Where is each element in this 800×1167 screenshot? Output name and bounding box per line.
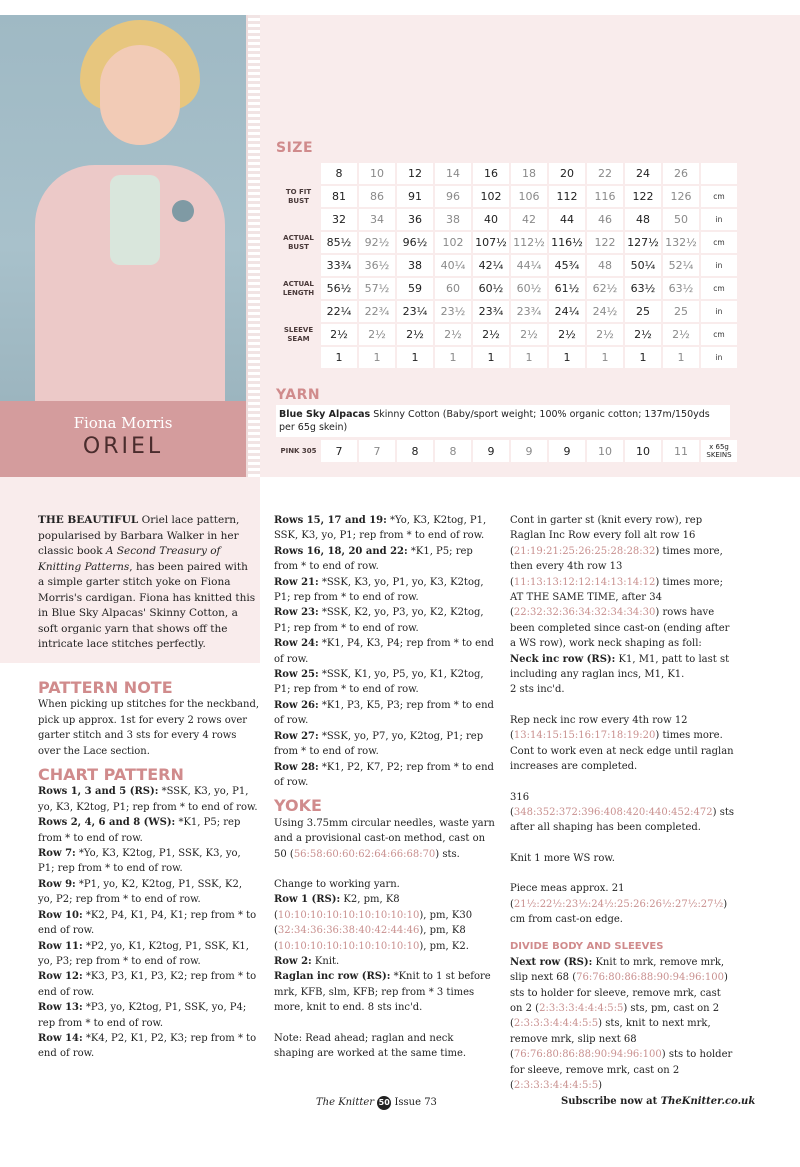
stitch-total: 316 (348:352:372:396:408:420:440:452:472) sts after all shaping has been completed. <box>510 791 735 834</box>
size-cell: 26 <box>663 163 699 184</box>
issue-number: Issue 73 <box>394 1097 437 1108</box>
size-row-label <box>278 255 319 276</box>
size-unit <box>701 163 737 184</box>
size-cell: 63½ <box>625 278 661 299</box>
size-cell: 102 <box>435 232 471 253</box>
size-cell: 1 <box>435 347 471 368</box>
size-cell: 2½ <box>587 324 623 345</box>
size-cell: 24¼ <box>549 301 585 322</box>
size-cell: 1 <box>511 347 547 368</box>
yarn-quantity: 9 <box>511 440 547 462</box>
yoke-row-2: Row 2: Knit. <box>274 955 340 967</box>
chart-pattern-heading: CHART PATTERN <box>38 765 184 785</box>
size-cell: 116 <box>587 186 623 207</box>
chart-row: Row 12: *K3, P3, K1, P3, K2; rep from * to end of row. <box>38 971 257 998</box>
size-cell: 92½ <box>359 232 395 253</box>
size-unit: cm <box>701 232 737 253</box>
size-row-label: TO FIT BUST <box>285 187 312 205</box>
chart-row: Row 23: *SSK, K2, yo, P3, yo, K2, K2tog, P1; rep from * to end of row. <box>274 607 484 634</box>
size-cell: 2½ <box>663 324 699 345</box>
chart-row: Row 7: *Yo, K3, K2tog, P1, SSK, K3, yo, P1; rep from * to end of row. <box>38 848 241 875</box>
size-cell: 102 <box>473 186 509 207</box>
size-cell: 86 <box>359 186 395 207</box>
size-cell: 60½ <box>511 278 547 299</box>
designer-name: Fiona Morris <box>73 414 173 432</box>
size-cell: 59 <box>397 278 433 299</box>
size-row <box>278 301 737 322</box>
size-cell: 38 <box>435 209 471 230</box>
yarn-brand: Blue Sky Alpacas <box>279 409 371 420</box>
size-cell: 116½ <box>549 232 585 253</box>
chart-rows-2 <box>274 513 496 790</box>
size-row <box>278 255 737 276</box>
size-cell: 81 <box>321 186 357 207</box>
chart-row: Row 11: *P2, yo, K1, K2tog, P1, SSK, K1, yo, P3; rep from * to end of row. <box>38 940 249 967</box>
yarn-quantity: 8 <box>435 440 471 462</box>
size-cell: 34 <box>359 209 395 230</box>
stitch-border <box>246 15 260 477</box>
size-cell: 8 <box>321 163 357 184</box>
size-cell: 40 <box>473 209 509 230</box>
size-cell: 56½ <box>321 278 357 299</box>
size-cell: 14 <box>435 163 471 184</box>
size-heading: SIZE <box>276 140 314 156</box>
yarn-quantity: 7 <box>321 440 357 462</box>
footer-issue <box>316 1096 437 1110</box>
title-box <box>0 401 246 477</box>
size-cell: 48 <box>587 255 623 276</box>
size-cell: 23¾ <box>473 301 509 322</box>
size-cell: 112½ <box>511 232 547 253</box>
size-unit: in <box>701 209 737 230</box>
size-cell: 48 <box>625 209 661 230</box>
size-unit: cm <box>701 278 737 299</box>
pattern-note-text: When picking up stitches for the neckband, pick up approx. 1st for every 2 rows over garter stitch and 3 sts for every 4 rows over the Lace section. <box>38 699 260 757</box>
size-unit: in <box>701 255 737 276</box>
raglan-complete: Cont to work even at neck edge until raglan increases are completed. <box>510 745 734 773</box>
chart-row: Rows 2, 4, 6 and 8 (WS): *K1, P5; rep from * to end of row. <box>38 817 241 844</box>
yarn-quantity: 10 <box>625 440 661 462</box>
size-cell: 60½ <box>473 278 509 299</box>
chart-row: Row 27: *SSK, yo, P7, yo, K2tog, P1; rep from * to end of row. <box>274 730 484 758</box>
size-cell: 61½ <box>549 278 585 299</box>
size-cell: 2½ <box>435 324 471 345</box>
page-number: 50 <box>377 1096 391 1110</box>
size-cell: 1 <box>359 347 395 368</box>
intro-text: , has been paired with a simple garter stitch yoke on Fiona Morris's cardigan. Fiona has knitted this in Blue Sky Alpacas' Skinny Cotton, a soft organic yarn that shows off the intricate lace stitches perfectly. <box>38 560 256 650</box>
size-cell: 44¼ <box>511 255 547 276</box>
size-row <box>278 278 737 299</box>
size-row <box>278 347 737 368</box>
size-cell: 122 <box>625 186 661 207</box>
neck-inc-row: Neck inc row (RS): K1, M1, patt to last st including any raglan incs, M1, K1. <box>510 653 730 681</box>
size-cell: 57½ <box>359 278 395 299</box>
size-row <box>278 232 737 253</box>
intro-paragraph <box>38 513 256 653</box>
size-unit: cm <box>701 186 737 207</box>
size-cell: 2½ <box>511 324 547 345</box>
magazine-name: The Knitter <box>316 1097 375 1108</box>
size-row-label <box>278 209 319 230</box>
chart-row: Row 14: *K4, P2, K1, P2, K3; rep from * to end of row. <box>38 1032 257 1060</box>
chart-rows-1 <box>38 784 260 1061</box>
size-cell: 42¼ <box>473 255 509 276</box>
yarn-quantity: 7 <box>359 440 395 462</box>
piece-measure: Piece meas approx. 21 (21½:22½:23½:24½:25:26:26½:27½:27½) cm from cast-on edge. <box>510 883 728 925</box>
yarn-text: Skinny Cotton (Baby/sport weight; 100% organic cotton; 137m/150yds per 65g skein) <box>279 409 710 433</box>
size-cell: 107½ <box>473 232 509 253</box>
size-cell: 18 <box>511 163 547 184</box>
yarn-table <box>276 438 739 464</box>
size-cell: 1 <box>625 347 661 368</box>
chart-row: Rows 15, 17 and 19: *Yo, K3, K2tog, P1, SSK, K3, yo, P1; rep from * to end of row. <box>274 515 487 542</box>
yarn-quantity: 11 <box>663 440 699 462</box>
size-row-label: SLEEVE SEAM <box>283 325 314 343</box>
size-cell: 62½ <box>587 278 623 299</box>
size-cell: 50¼ <box>625 255 661 276</box>
size-cell: 2½ <box>359 324 395 345</box>
yoke-note: Note: Read ahead; raglan and neck shaping are worked at the same time. <box>274 1032 467 1059</box>
size-cell: 24½ <box>587 301 623 322</box>
chart-row: Rows 16, 18, 20 and 22: *K1, P5; rep from * to end of row. <box>274 545 473 573</box>
size-row <box>278 324 737 345</box>
size-cell: 42 <box>511 209 547 230</box>
footer-subscribe <box>561 1096 755 1107</box>
chart-row: Rows 1, 3 and 5 (RS): *SSK, K3, yo, P1, yo, K3, K2tog, P1; rep from * to end of row. <box>38 786 258 813</box>
chart-row: Row 21: *SSK, K3, yo, P1, yo, K3, K2tog, P1; rep from * to end of row. <box>274 576 484 604</box>
yoke-cast-on: Using 3.75mm circular needles, waste yarn and a provisional cast-on method, cast on 50 (56:58:60:60:62:64:66:68:70) sts. <box>274 817 495 860</box>
size-row <box>278 186 737 207</box>
size-cell: 46 <box>587 209 623 230</box>
subscribe-link[interactable]: TheKnitter.co.uk <box>660 1096 756 1107</box>
size-cell: 1 <box>549 347 585 368</box>
chart-row: Row 26: *K1, P3, K5, P3; rep from * to end of row. <box>274 699 494 727</box>
size-cell: 112 <box>549 186 585 207</box>
face-shape <box>100 45 180 145</box>
model-photo <box>0 15 246 401</box>
size-cell: 106 <box>511 186 547 207</box>
chart-row: Row 28: *K1, P2, K7, P2; rep from * to end of row. <box>274 761 494 788</box>
design-title: ORIEL <box>82 434 164 459</box>
divide-heading: DIVIDE BODY AND SLEEVES <box>510 941 664 953</box>
size-cell: 38 <box>397 255 433 276</box>
size-cell: 1 <box>321 347 357 368</box>
yarn-heading: YARN <box>276 387 321 403</box>
size-row-label <box>278 347 319 368</box>
neck-repeat: Rep neck inc row every 4th row 12 (13:14:15:15:16:17:18:19:20) times more. <box>510 714 723 742</box>
chart-row: Row 13: *P3, yo, K2tog, P1, SSK, yo, P4; rep from * to end of row. <box>38 1002 247 1029</box>
neck-inc-count: 2 sts inc'd. <box>510 684 565 696</box>
size-cell: 33¾ <box>321 255 357 276</box>
size-cell: 132½ <box>663 232 699 253</box>
size-cell: 60 <box>435 278 471 299</box>
divide-next-row: Next row (RS): Knit to mrk, remove mrk, slip next 68 (76:76:80:86:88:90:94:96:100) sts to holder for sleeve, remove mrk, cast on 2 (2:3:3:3:4:4:4:5:5) sts, pm, cast on 2 (2:3:3:3:4:4:4:5:5) sts, knit to next mrk, remove mrk, slip next 68 (76:76:80:86:88:90:94:96:100) sts to holder for sleeve, remove mrk, cast on 2 (2:3:3:3:4:4:4:5:5) <box>510 956 733 1091</box>
size-cell: 25 <box>663 301 699 322</box>
size-cell: 2½ <box>397 324 433 345</box>
size-cell: 127½ <box>625 232 661 253</box>
size-cell: 22¾ <box>359 301 395 322</box>
size-cell: 12 <box>397 163 433 184</box>
size-cell: 20 <box>549 163 585 184</box>
size-cell: 32 <box>321 209 357 230</box>
size-cell: 25 <box>625 301 661 322</box>
intro-text: Oriel lace pattern, popularised by Barbara Walker in her classic book <box>38 514 240 557</box>
chart-row: Row 24: *K1, P4, K3, P4; rep from * to end of row. <box>274 638 494 665</box>
book-title: A Second Treasury of Knitting Patterns <box>38 545 221 573</box>
yarn-description <box>276 405 730 437</box>
size-cell: 16 <box>473 163 509 184</box>
size-cell: 1 <box>663 347 699 368</box>
yoke-row-1: Row 1 (RS): K2, pm, K8 (10:10:10:10:10:10:10:10:10), pm, K30 (32:34:36:36:38:40:42:44:46), pm, K8 (10:10:10:10:10:10:10:10:10), pm, K2. <box>274 894 473 952</box>
size-cell: 40¼ <box>435 255 471 276</box>
chart-row: Row 10: *K2, P4, K1, P4, K1; rep from * to end of row. <box>38 909 257 937</box>
size-row-label: ACTUAL BUST <box>283 233 314 251</box>
knit-ws-row: Knit 1 more WS row. <box>510 852 615 864</box>
size-cell: 126 <box>663 186 699 207</box>
size-cell: 122 <box>587 232 623 253</box>
chart-row: Row 9: *P1, yo, K2, K2tog, P1, SSK, K2, yo, P2; rep from * to end of row. <box>38 878 243 906</box>
size-cell: 1 <box>587 347 623 368</box>
size-cell: 91 <box>397 186 433 207</box>
camisole-shape <box>110 175 160 265</box>
yarn-shade: PINK 305 <box>280 447 317 455</box>
brooch-icon <box>172 200 194 222</box>
yarn-quantity: 8 <box>397 440 433 462</box>
size-unit: in <box>701 347 737 368</box>
yarn-quantity: 9 <box>473 440 509 462</box>
size-cell: 23¼ <box>397 301 433 322</box>
size-cell: 96 <box>435 186 471 207</box>
chart-row: Row 25: *SSK, K1, yo, P5, yo, K1, K2tog, P1; rep from * to end of row. <box>274 669 484 696</box>
column-1 <box>38 676 260 1062</box>
size-cell: 44 <box>549 209 585 230</box>
pattern-note-heading: PATTERN NOTE <box>38 678 173 697</box>
subscribe-text: Subscribe now at <box>561 1096 661 1107</box>
yarn-quantity: 9 <box>549 440 585 462</box>
size-row-label <box>278 301 319 322</box>
column-2 <box>274 513 496 1061</box>
size-cell: 22 <box>587 163 623 184</box>
size-cell: 85½ <box>321 232 357 253</box>
size-cell: 45¾ <box>549 255 585 276</box>
yoke-heading: YOKE <box>274 796 322 816</box>
size-cell: 52¼ <box>663 255 699 276</box>
size-cell: 23¾ <box>511 301 547 322</box>
size-unit: in <box>701 301 737 322</box>
size-row-label <box>278 163 319 184</box>
size-table <box>276 161 739 370</box>
yarn-unit: x 65g SKEINS <box>701 440 737 462</box>
size-cell: 96½ <box>397 232 433 253</box>
size-cell: 1 <box>397 347 433 368</box>
raglan-inc-row: Raglan inc row (RS): *Knit to 1 st before mrk, KFB, slm, KFB; rep from * 3 times more, knit to end. 8 sts inc'd. <box>274 971 491 1014</box>
size-row <box>278 209 737 230</box>
size-cell: 36 <box>397 209 433 230</box>
intro-lead: THE BEAUTIFUL <box>38 514 139 526</box>
size-cell: 2½ <box>549 324 585 345</box>
column-3 <box>510 513 735 1093</box>
size-unit: cm <box>701 324 737 345</box>
yoke-change-yarn: Change to working yarn. <box>274 878 400 890</box>
raglan-continue: Cont in garter st (knit every row), rep Raglan Inc Row every foll alt row 16 (21:19:21:25:26:25:28:28:32) times more, then every 4th row 13 (11:13:13:12:12:14:13:14:12) times more; AT THE SAME TIME, after 34 (22:32:32:36:34:32:34:34:30) rows have been completed since cast-on (ending after a WS row), work neck shaping as foll: <box>510 515 730 650</box>
size-cell: 63½ <box>663 278 699 299</box>
size-cell: 2½ <box>473 324 509 345</box>
size-cell: 22¼ <box>321 301 357 322</box>
size-cell: 1 <box>473 347 509 368</box>
size-row <box>278 163 737 184</box>
size-row-label: ACTUAL LENGTH <box>282 279 315 297</box>
size-cell: 24 <box>625 163 661 184</box>
size-cell: 2½ <box>321 324 357 345</box>
size-cell: 2½ <box>625 324 661 345</box>
size-cell: 23½ <box>435 301 471 322</box>
size-cell: 10 <box>359 163 395 184</box>
size-cell: 36½ <box>359 255 395 276</box>
yarn-quantity: 10 <box>587 440 623 462</box>
size-cell: 50 <box>663 209 699 230</box>
